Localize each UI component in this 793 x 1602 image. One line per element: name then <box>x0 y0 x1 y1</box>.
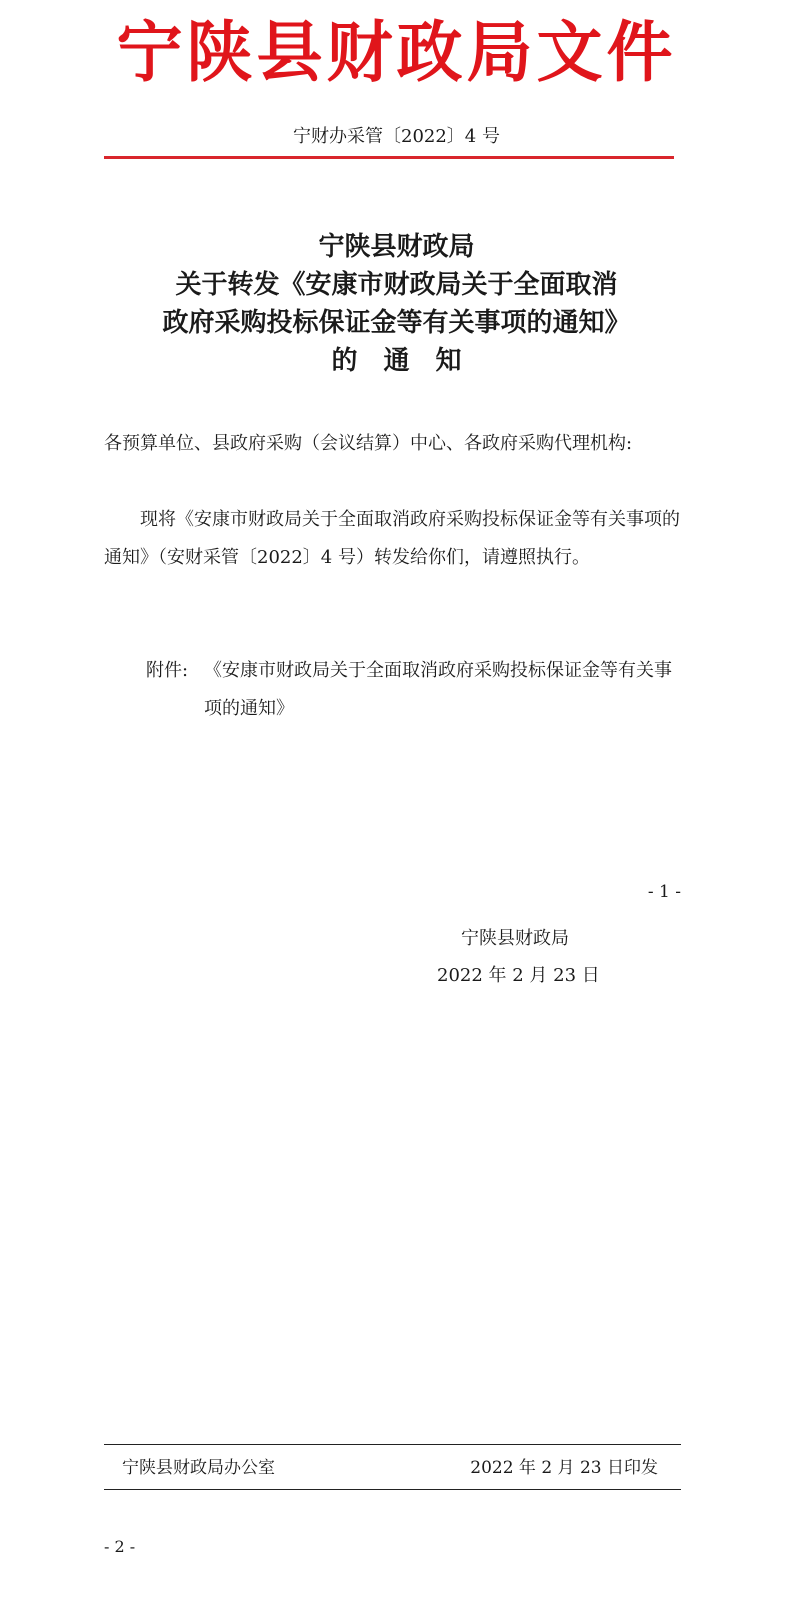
notice-title <box>0 228 793 380</box>
footer-print-date: 2022 年 2 月 23 日印发 <box>470 1458 658 1478</box>
body-paragraph: 现将《安康市财政局关于全面取消政府采购投标保证金等有关事项的通知》（安财采管〔2022〕4 号）转发给你们，请遵照执行。 <box>104 509 680 568</box>
red-divider-line <box>104 156 674 159</box>
signature-issuer: 宁陕县财政局 <box>461 928 569 949</box>
document-header-title: 宁陕县财政局文件 <box>116 13 677 91</box>
notice-title-line-3: 政府采购投标保证金等有关事项的通知》 <box>162 308 631 338</box>
attachment-title: 《安康市财政局关于全面取消政府采购投标保证金等有关事项的通知》 <box>204 660 672 719</box>
notice-title-line-1: 宁陕县财政局 <box>318 232 475 262</box>
footer-printer: 宁陕县财政局办公室 <box>122 1458 275 1478</box>
page-number-2: - 2 - <box>104 1537 136 1556</box>
attachment-label: 附件: <box>146 660 189 681</box>
footer-top-rule <box>104 1444 681 1445</box>
notice-title-line-4: 的 通 知 <box>331 346 462 376</box>
signature-date: 2022 年 2 月 23 日 <box>437 965 600 986</box>
addressee: 各预算单位、县政府采购（会议结算）中心、各政府采购代理机构: <box>104 433 633 454</box>
footer-bottom-rule <box>104 1489 681 1490</box>
notice-title-line-2: 关于转发《安康市财政局关于全面取消 <box>175 270 618 300</box>
page-number-1: - 1 - <box>647 882 681 902</box>
document-number: 宁财办采管〔2022〕4 号 <box>293 126 500 147</box>
